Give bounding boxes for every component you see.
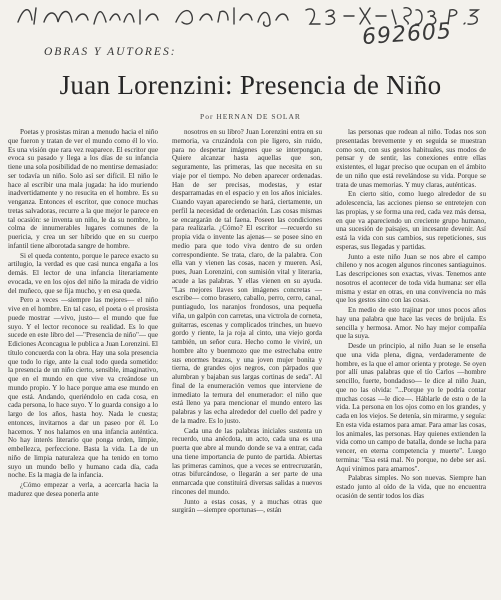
paragraph: Desde un principio, al niño Juan se le enseña que una vida plena, digna, verdaderamente de hombre, es la que el amor orienta y protege. Se oyen por allí unas palabras que el tío Carlos —hombre sencillo, fuerte, bondadoso— le dice al niño Juan, que no las olvida: "...Porque yo le podría contar muchas cosas —le dice—. Háblarle de esto o de la vida. La persona en los ojos como en los grandes, y cada en los viejos. Se detenía, sin mirarme, y seguía: En esta vida estamos para amar. Para amar las cosas, los animales, las personas. Hay quienes extienden la vida como un campo de batalla, donde se lucha para vencer, en eterna competencia y muerte". Luego termina: "Esa está mal. No porque, no debe ser así. Aquí vinimos para amarnos". bbox=[336, 342, 486, 473]
paragraph: las personas que rodean al niño. Todas nos son presentadas brevemente y en seguida se muestran como son, con sus gestos habituales, sus modos de pensar y de sentir, las conexiones entre ellas existentes, el lugar preciso que ocupan en el ámbito de un niño que está revelándose su vida. Porque se trata de unas memorias. Y muy claras, auténticas. bbox=[336, 128, 486, 189]
paragraph: Poetas y prosistas miran a menudo hacia el niño que fueron y tratan de ver el mundo como él lo vio. Es una visión que rara vez reaparece. El escritor que evoca su pasado y llega a los días de su infancia tiene una sola posibilidad de no mentirse demasiado: ser todavía un niño. Solo así ser difícil. El niño le hace al escribir una mala jugada: ha ido muriendo inadvertidamente y no resucita en el hombre. Es su venganza. Entonces el escritor, que conoce muchas tretas salvadoras, recurre a la que mejor le parece en tal ocasión: se inventa un niño, le da su nombre, lo colma de innumerables lugares comunes de la puericia, y crea un ser híbrido que en su cuerpo infantil tiene alborotada sangre de hombre. bbox=[8, 128, 158, 250]
article-column-1 bbox=[8, 128, 158, 596]
paragraph: ¿Cómo empezar a verla, a acercarla hacia la madurez que desea ponerla ante bbox=[8, 481, 158, 498]
catalog-number: 692605 bbox=[361, 18, 453, 51]
paragraph: En medio de esto trajinar por unos pocos años hay una palabra que hace las veces de brújula. Es sencilla y hermosa. Amor. No hay mejor compañía que la suya. bbox=[336, 306, 486, 341]
section-heading: OBRAS Y AUTORES: bbox=[44, 46, 177, 58]
paragraph: Cada una de las palabras iniciales sustenta un recuerdo, una anécdota, un acto, cada una es una puerta que abre al mundo donde se va a entrar, cada una tiene importancia de punto de partida. Abiertas las primeras caminos, que a veces se entrecruzarán, otras bifurcándose, o llegarán a ser parte de una enmarcada que constituirá diversas salidas a nuevos rincones del mundo. bbox=[172, 426, 322, 496]
paragraph: En cierto sitio, como luego alrededor de su adolescencia, las acciones pienso se entretejen con las propias, y se forma una red, cada vez más densa, en que va apareciendo un creciente grupo humano, una sucesión de paisajes, un incesante devenir. Así está la vida con sus cambios, sus repeticiones, sus esperas, sus llegadas y partidas. bbox=[336, 190, 486, 251]
paragraph: Junto a estas cosas, y a muchas otras que surgirán —siempre oportunas—, están bbox=[172, 497, 322, 515]
paragraph: Junto a este niño Juan se nos abre el campo chileno y nos acogen algunos rincones santiaguinos. Las descripciones son exactas, vivas. Tenemos ante nosotros el acontecer de toda vida humana: ser ella misma y estar en otras, en una convivencia no más que los gestos sino con las cosas. bbox=[336, 252, 486, 305]
article-title: Juan Lorenzini: Presencia de Niño bbox=[59, 70, 442, 100]
paragraph: Pero a veces —siempre las mejores— el niño vive en el hombre. En tal caso, el poeta o el prosista puede mostrar —vivo, justo— el mundo que fue suyo. Y el lector reconoce su realidad. Es lo que sucede en este libro del —"Presencia de niño"— que Ediciones Aconcagua le publica a Juan Lorenzini. El título concuerda con la obra. Hay una sola presencia que todo lo rige, ante la cual todo queda sometido: la presencia de un niño cierto, sensible, imaginativo, que en el mundo en que vive va creándose un mundo propio. Y lo hace porque ama ese mundo en que está. Andando, queriéndolo en cada cosa, en cada persona, lo hace suyo. Y lo guarda consigo a lo largo de los años, hasta hoy. Nada le cuesta; entonces, invitarnos a dar un paseo por él. Lo hacemos. Y nos halamos en una infancia auténtica. No hay interés literario que ponga orden, limpie, embellezca, perfeccione. Basta la vida. La de un niño de limpia naturaleza que ha tenido en torno suyo un mundo bello y humano cada día, cada noche. Es la magia de la infancia. bbox=[8, 296, 158, 480]
article-column-3 bbox=[336, 128, 486, 596]
paragraph: nosotros en su libro? Juan Lorenzini entra en su memoria, va cruzándola con pie ligero, sin ruido, para no despertar imágenes que se interpongan. Quiere alcanzar hasta aquellas que son, seguramente, las primeras, las que necesita en su viaje por el tiempo. No deben aparecer ordenadas. Han de ser precisas, modestas, y estar desparramadas en el espacio y en los años iniciales. Cuando vayan apareciendo se hará, ciertamente, un perfil la necesidad de ordenación. Las cosas mismas se encargarán de tal faena. Poseen las condiciones para realizarla. ¿Cómo? El escritor —recuerdo su propia vida o invente las ajenas— se posee sino en medio para que todo viva dentro de su orden correspondiente. Se trata, claro, de la palabra. Con ella van y vienen las cosas, nacen y mueren. Así, pues, Juan Lorenzini, con sumisión vital y literaria, acude a las palabras. Y ellas vienen en su ayuda. "Las mejores llaves son imágenes concretas —escribe— como brasero, caballo, perro, cerro, canal, puntiagudo, los naranjos frondosos, una pequeña viña, un galpón con carretas, una victrola de corneta, guitarras, escenas y complicados trinches, un huevo gordo y riente, la ja roja al cinto, una viejo gorda también, un señor cura. Hecho como le viviré, un hombre alto y buenmozo que me estrechaba entre sus enormes brazos, y una joven mujer bonita y tierna, de grandes ojos negros, con párpados que alumbran y bajaban sus largas cortinas de seda". Al final de la enumeración vemos que interviene de inmediato la ternura del enumerador: el niño que está lleno ya para mencionar el mundo entero las palabras y las echa alrededor del cuello del padre y de la madre. Es lo justo. bbox=[172, 128, 322, 425]
article-byline: Por HERNAN DE SOLAR bbox=[200, 112, 301, 121]
paragraph: Palabras simples. No son nuevas. Siempre han estado junto al oído de la vida, que no encuentra ocasión de sentir todos los días bbox=[336, 474, 486, 500]
article-column-2 bbox=[172, 128, 322, 596]
paragraph: Si el queda contento, porque le parece exacto su artilugio, la verdad es que casi nunca engaña a los demás. El lector de una infancia literariamente evocada, ve en los ojos del niño la mirada de vidrio del muñeco, que se fija mucho, y en esa queda. bbox=[8, 251, 158, 295]
